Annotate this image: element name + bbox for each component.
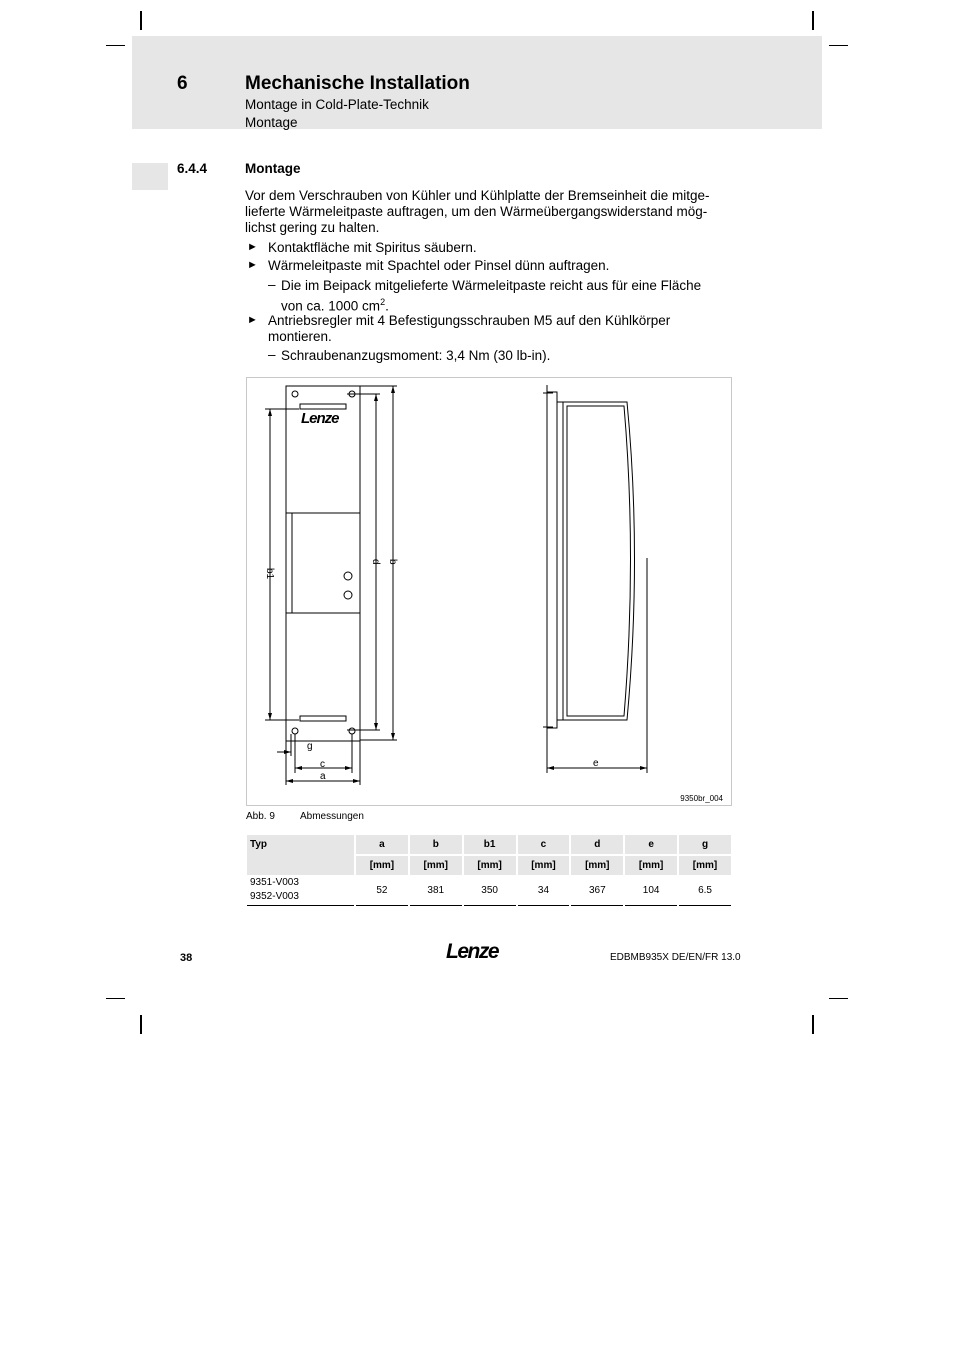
superscript: 2 bbox=[380, 297, 386, 307]
table-cell: 350 bbox=[464, 875, 516, 906]
table-cell: 367 bbox=[571, 875, 623, 906]
page-number: 38 bbox=[180, 952, 193, 964]
table-unit: [mm] bbox=[356, 854, 408, 875]
table-header: b1 bbox=[464, 835, 516, 854]
table-header: Typ bbox=[247, 835, 354, 875]
lenze-logo: Lenze bbox=[301, 410, 339, 427]
bullet-icon: ► bbox=[247, 314, 258, 326]
figure-number: Abb. 9 bbox=[246, 811, 275, 822]
step-text: Wärmeleitpaste mit Spachtel oder Pinsel dünn auftragen. bbox=[268, 258, 610, 273]
table-unit: [mm] bbox=[410, 854, 462, 875]
table-unit: [mm] bbox=[625, 854, 677, 875]
figure-code: 9350br_004 bbox=[680, 794, 723, 803]
bullet-icon: ► bbox=[247, 241, 258, 253]
crop-mark bbox=[106, 45, 125, 46]
dimension-drawing bbox=[247, 378, 731, 805]
chapter-title: Mechanische Installation bbox=[245, 73, 470, 94]
table-unit: [mm] bbox=[464, 854, 516, 875]
dim-label-a: a bbox=[320, 771, 326, 782]
bullet-icon: ► bbox=[247, 259, 258, 271]
intro-paragraph bbox=[245, 188, 733, 236]
intro-line: Vor dem Verschrauben von Kühler und Kühlplatte der Bremseinheit die mitge- bbox=[245, 188, 710, 203]
table-unit: [mm] bbox=[679, 854, 731, 875]
table-unit: [mm] bbox=[571, 854, 623, 875]
chapter-subtitle: Montage in Cold-Plate-Technik bbox=[245, 97, 429, 112]
chapter-header bbox=[132, 36, 822, 129]
crop-mark bbox=[140, 1015, 142, 1034]
table-header: e bbox=[625, 835, 677, 854]
table-cell: 34 bbox=[518, 875, 570, 906]
intro-line: lichst gering zu halten. bbox=[245, 220, 380, 235]
dim-label-b: b bbox=[387, 559, 398, 565]
dash-icon: – bbox=[268, 347, 276, 362]
table-header-row bbox=[247, 835, 731, 854]
step-line: montieren. bbox=[268, 329, 332, 344]
section-marker bbox=[132, 163, 168, 190]
crop-mark bbox=[812, 1015, 814, 1034]
step-note-text: von ca. 1000 cm bbox=[281, 298, 381, 314]
dash-icon: – bbox=[268, 277, 276, 292]
table-cell: 104 bbox=[625, 875, 677, 906]
intro-line: lieferte Wärmeleitpaste auftragen, um den Wärmeübergangswiderstand mög- bbox=[245, 204, 708, 219]
step-note-line bbox=[281, 294, 733, 315]
table-header: a bbox=[356, 835, 408, 854]
table-row bbox=[247, 875, 731, 906]
table-header: b bbox=[410, 835, 462, 854]
dim-label-c: c bbox=[320, 759, 325, 770]
type-name: 9352-V003 bbox=[250, 891, 299, 902]
table-cell-type bbox=[247, 875, 354, 906]
table-cell: 381 bbox=[410, 875, 462, 906]
table-header: c bbox=[518, 835, 570, 854]
step-line: Antriebsregler mit 4 Befestigungsschrauben M5 auf den Kühlkörper bbox=[268, 313, 671, 328]
step-note-line: Die im Beipack mitgelieferte Wärmeleitpaste reicht aus für eine Fläche bbox=[281, 278, 702, 293]
crop-mark bbox=[829, 45, 848, 46]
document-code: EDBMB935X DE/EN/FR 13.0 bbox=[610, 952, 741, 963]
crop-mark bbox=[140, 11, 142, 30]
section-number: 6.4.4 bbox=[177, 161, 208, 176]
led-indicator bbox=[344, 591, 352, 599]
dimensions-table bbox=[245, 835, 733, 906]
crop-mark bbox=[812, 11, 814, 30]
footer-logo: Lenze bbox=[446, 940, 499, 963]
table-cell: 6.5 bbox=[679, 875, 731, 906]
table-header: d bbox=[571, 835, 623, 854]
step-note: Schraubenanzugsmoment: 3,4 Nm (30 lb-in). bbox=[281, 348, 551, 363]
table-header: g bbox=[679, 835, 731, 854]
dim-label-d: d bbox=[370, 559, 381, 565]
dim-label-b1: b1 bbox=[264, 568, 275, 580]
step-note bbox=[281, 278, 733, 315]
step-text bbox=[268, 313, 733, 345]
table-cell: 52 bbox=[356, 875, 408, 906]
crop-mark bbox=[106, 998, 125, 999]
figure-caption: Abmessungen bbox=[300, 811, 364, 822]
dimension-figure bbox=[246, 377, 732, 806]
table-unit: [mm] bbox=[518, 854, 570, 875]
step-text: Kontaktfläche mit Spiritus säubern. bbox=[268, 240, 477, 255]
step-note-end: . bbox=[385, 298, 389, 314]
dim-label-e: e bbox=[593, 758, 599, 769]
dim-label-g: g bbox=[307, 741, 313, 752]
unit-outline bbox=[286, 386, 360, 741]
chapter-subtitle: Montage bbox=[245, 115, 298, 130]
chapter-number: 6 bbox=[177, 73, 188, 94]
section-title: Montage bbox=[245, 161, 301, 176]
led-indicator bbox=[344, 572, 352, 580]
type-name: 9351-V003 bbox=[250, 877, 299, 888]
crop-mark bbox=[829, 998, 848, 999]
